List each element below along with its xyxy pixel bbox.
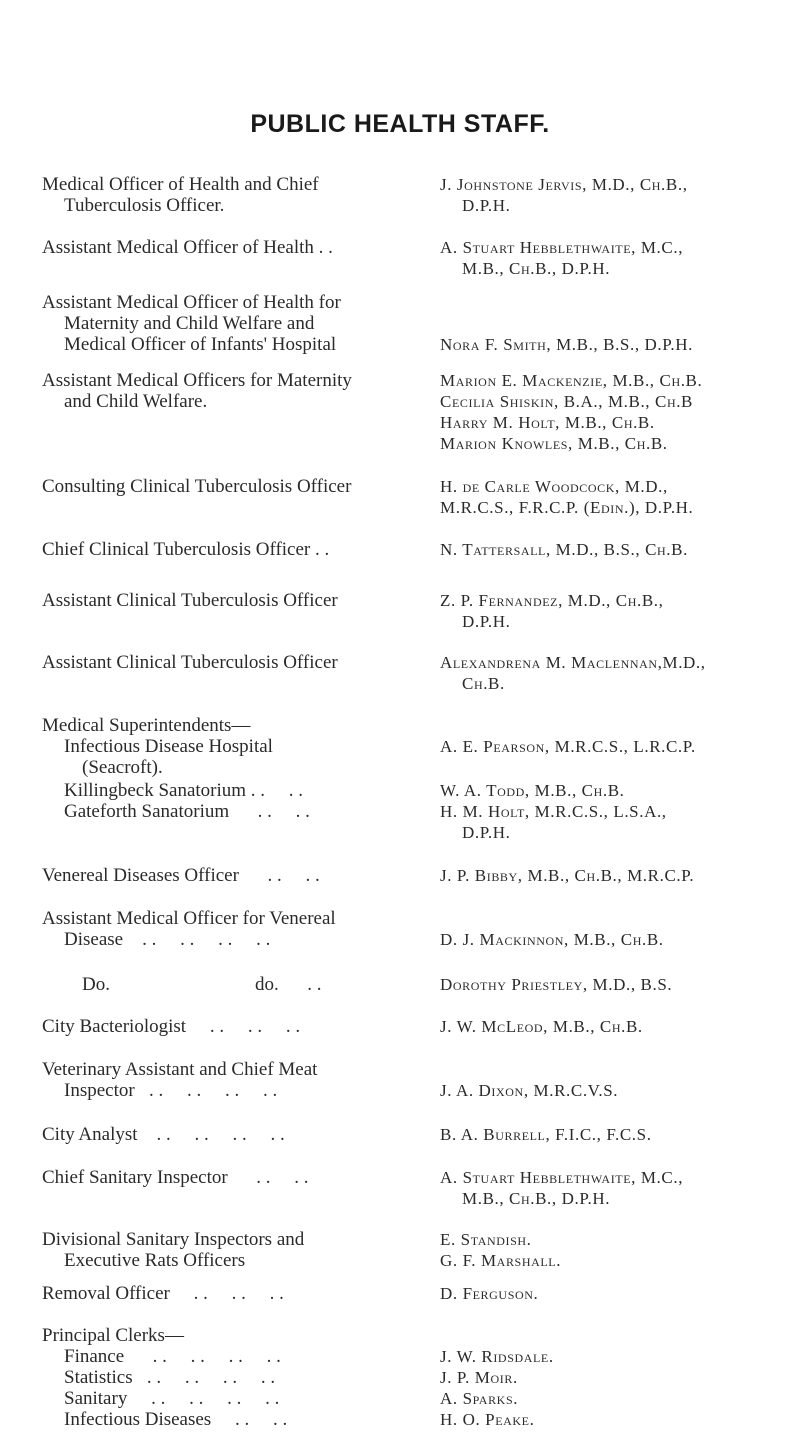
staff-name: Nora F. Smith, M.B., B.S., D.P.H. (440, 335, 693, 354)
staff-name: D. Ferguson. (440, 1284, 539, 1303)
role-label: Assistant Medical Officer of Health for Maternity and Child Welfare and Medical Officer of Infants' Hospital (42, 292, 341, 355)
staff-name: B. A. Burrell, F.I.C., F.C.S. (440, 1125, 652, 1144)
staff-name: J. P. Moir. (440, 1368, 518, 1387)
role-label: Veterinary Assistant and Chief Meat Inspector . . . . . . . . (42, 1059, 318, 1101)
staff-name: Alexandrena M. Maclennan,M.D., Ch.B. (440, 653, 706, 693)
role-label: Assistant Medical Officer of Health . . (42, 237, 333, 258)
staff-name: N. Tattersall, M.D., B.S., Ch.B. (440, 540, 688, 559)
role-label: Venereal Diseases Officer . . . . (42, 865, 320, 886)
staff-name: H. M. Holt, M.R.C.S., L.S.A., D.P.H. (440, 802, 667, 842)
role-label: Assistant Clinical Tuberculosis Officer (42, 652, 338, 673)
staff-name: A. Stuart Hebblethwaite, M.C., M.B., Ch.B., D.P.H. (440, 1168, 684, 1208)
role-label: Infectious Diseases . . . . (64, 1409, 288, 1430)
role-label: City Analyst . . . . . . . . (42, 1124, 285, 1145)
role-label: Assistant Medical Officer for Venereal Disease . . . . . . . . (42, 908, 336, 950)
role-label: Medical Officer of Health and Chief Tuberculosis Officer. (42, 174, 319, 216)
staff-name: J. A. Dixon, M.R.C.V.S. (440, 1081, 619, 1100)
role-label: Do. do. . . (82, 974, 322, 995)
role-label: Killingbeck Sanatorium . . . . (64, 780, 304, 801)
role-label: City Bacteriologist . . . . . . (42, 1016, 301, 1037)
role-label: Gateforth Sanatorium . . . . (64, 801, 310, 822)
role-label: Finance . . . . . . . . (64, 1346, 281, 1367)
staff-name: J. W. Ridsdale. (440, 1347, 554, 1366)
staff-name-list: E. Standish. G. F. Marshall. (440, 1230, 562, 1270)
role-label: Assistant Clinical Tuberculosis Officer (42, 590, 338, 611)
role-label: Consulting Clinical Tuberculosis Officer (42, 476, 352, 497)
section-heading: Medical Superintendents— (42, 715, 251, 736)
staff-name-list: Marion E. Mackenzie, M.B., Ch.B. Cecilia Shiskin, B.A., M.B., Ch.B Harry M. Holt, M.B., Ch.B. Marion Knowles, M.B., Ch.B. (440, 371, 703, 453)
section-heading: Principal Clerks— (42, 1325, 184, 1346)
staff-name: J. W. McLeod, M.B., Ch.B. (440, 1017, 643, 1036)
role-label: Infectious Disease Hospital (Seacroft). (64, 736, 273, 778)
staff-name: A. Sparks. (440, 1389, 519, 1408)
staff-name: J. P. Bibby, M.B., Ch.B., M.R.C.P. (440, 866, 695, 885)
staff-name: W. A. Todd, M.B., Ch.B. (440, 781, 625, 800)
role-label: Statistics . . . . . . . . (64, 1367, 276, 1388)
staff-name: H. O. Peake. (440, 1410, 535, 1429)
role-label: Sanitary . . . . . . . . (64, 1388, 280, 1409)
role-label: Chief Sanitary Inspector . . . . (42, 1167, 309, 1188)
staff-name: A. E. Pearson, M.R.C.S., L.R.C.P. (440, 737, 696, 756)
staff-name: Z. P. Fernandez, M.D., Ch.B., D.P.H. (440, 591, 664, 631)
role-label: Chief Clinical Tuberculosis Officer . . (42, 539, 330, 560)
role-label: Assistant Medical Officers for Maternity and Child Welfare. (42, 370, 352, 412)
staff-name: J. Johnstone Jervis, M.D., Ch.B., D.P.H. (440, 175, 688, 215)
staff-name: H. de Carle Woodcock, M.D., M.R.C.S., F.R.C.P. (Edin.), D.P.H. (440, 477, 694, 517)
staff-name: Dorothy Priestley, M.D., B.S. (440, 975, 673, 994)
page-title: PUBLIC HEALTH STAFF. (250, 110, 550, 138)
role-label: Divisional Sanitary Inspectors and Executive Rats Officers (42, 1229, 305, 1271)
role-label: Removal Officer . . . . . . (42, 1283, 284, 1304)
staff-name: D. J. Mackinnon, M.B., Ch.B. (440, 930, 664, 949)
staff-name: A. Stuart Hebblethwaite, M.C., M.B., Ch.B., D.P.H. (440, 238, 684, 278)
